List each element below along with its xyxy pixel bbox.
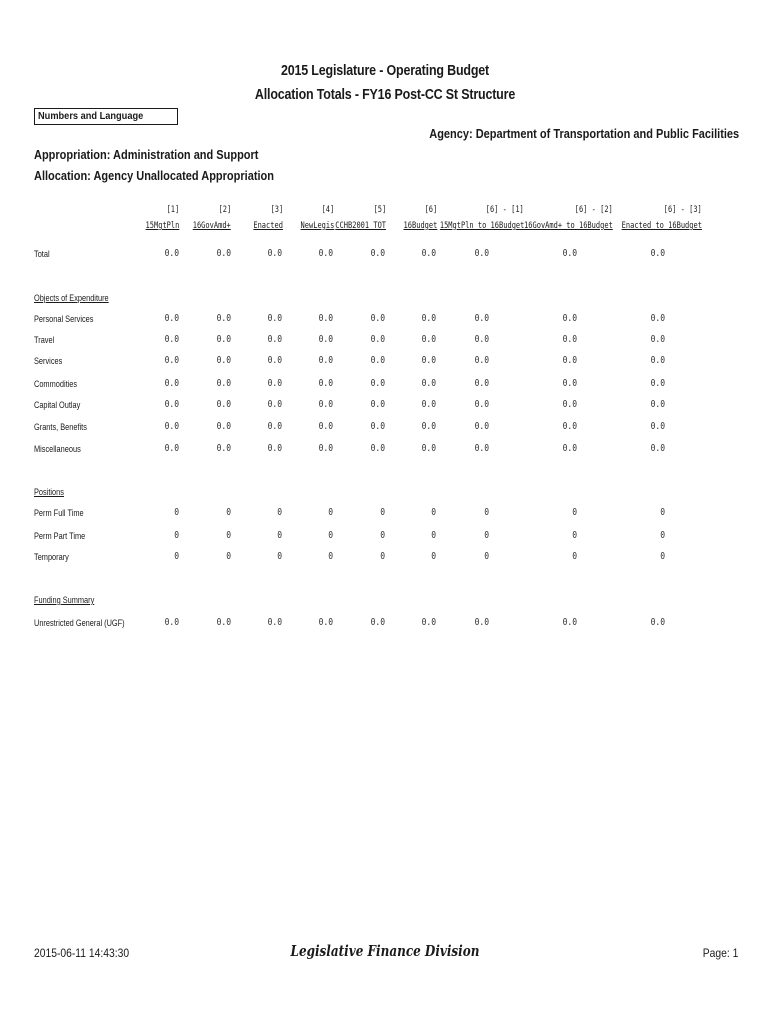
row-label: Total xyxy=(34,249,50,259)
table-cell: 0.0 xyxy=(164,617,179,628)
table-cell: 0.0 xyxy=(164,355,179,366)
column-number: [6] - [3] xyxy=(663,205,702,215)
column-number: [6] xyxy=(424,205,437,215)
column-number: [3] xyxy=(270,205,283,215)
table-cell: 0 xyxy=(226,551,231,562)
column-number: [2] xyxy=(218,205,231,215)
table-cell: 0.0 xyxy=(370,248,385,259)
report-title: 2015 Legislature - Operating Budget xyxy=(280,63,490,79)
column-header: 15MgtPln to 16Budget xyxy=(439,221,524,231)
table-cell: 0 xyxy=(484,551,489,562)
table-cell: 0.0 xyxy=(562,378,577,389)
table-cell: 0.0 xyxy=(421,313,436,324)
column-header: CCHB2001 TOT xyxy=(335,221,386,231)
agency-label: Agency: Department of Transportation and Public Facilities xyxy=(429,127,739,141)
table-cell: 0 xyxy=(431,551,436,562)
row-label: Perm Part Time xyxy=(34,531,86,541)
table-cell: 0.0 xyxy=(650,617,665,628)
table-cell: 0.0 xyxy=(562,617,577,628)
section-header: Objects of Expenditure xyxy=(34,293,109,303)
table-cell: 0.0 xyxy=(650,355,665,366)
footer-division: Legislative Finance Division xyxy=(290,942,480,960)
table-cell: 0.0 xyxy=(267,334,282,345)
row-label: Miscellaneous xyxy=(34,444,81,454)
table-cell: 0 xyxy=(431,530,436,541)
row-label: Commodities xyxy=(34,379,78,389)
column-number: [6] - [2] xyxy=(574,205,613,215)
table-cell: 0.0 xyxy=(650,248,665,259)
table-cell: 0.0 xyxy=(318,313,333,324)
table-cell: 0 xyxy=(174,551,179,562)
table-cell: 0.0 xyxy=(562,248,577,259)
table-cell: 0.0 xyxy=(216,443,231,454)
column-header: Enacted to 16Budget xyxy=(621,221,702,231)
column-header: 16GovAmd+ xyxy=(192,221,231,231)
table-cell: 0.0 xyxy=(474,421,489,432)
column-number: [1] xyxy=(166,205,179,215)
table-cell: 0.0 xyxy=(267,421,282,432)
table-cell: 0 xyxy=(660,507,665,518)
table-cell: 0.0 xyxy=(562,399,577,410)
table-cell: 0.0 xyxy=(474,443,489,454)
table-cell: 0.0 xyxy=(474,334,489,345)
row-label: Temporary xyxy=(34,552,69,562)
table-cell: 0.0 xyxy=(164,421,179,432)
table-cell: 0.0 xyxy=(650,334,665,345)
section-header: Positions xyxy=(34,487,64,497)
table-cell: 0.0 xyxy=(370,421,385,432)
table-cell: 0.0 xyxy=(164,399,179,410)
table-cell: 0.0 xyxy=(650,421,665,432)
table-cell: 0.0 xyxy=(474,313,489,324)
table-cell: 0.0 xyxy=(216,355,231,366)
table-cell: 0.0 xyxy=(474,617,489,628)
table-cell: 0 xyxy=(484,507,489,518)
table-cell: 0.0 xyxy=(164,313,179,324)
table-cell: 0.0 xyxy=(216,421,231,432)
table-cell: 0.0 xyxy=(370,399,385,410)
table-cell: 0.0 xyxy=(164,443,179,454)
table-cell: 0.0 xyxy=(216,399,231,410)
table-cell: 0.0 xyxy=(370,313,385,324)
table-cell: 0.0 xyxy=(164,334,179,345)
table-cell: 0.0 xyxy=(370,617,385,628)
table-cell: 0.0 xyxy=(164,378,179,389)
table-cell: 0.0 xyxy=(562,443,577,454)
table-cell: 0 xyxy=(277,530,282,541)
column-header: 16GovAmd+ to 16Budget xyxy=(524,221,613,231)
allocation-label: Allocation: Agency Unallocated Appropriation xyxy=(34,169,274,183)
table-cell: 0.0 xyxy=(421,399,436,410)
column-number: [4] xyxy=(321,205,334,215)
table-cell: 0.0 xyxy=(562,355,577,366)
table-cell: 0.0 xyxy=(267,399,282,410)
table-cell: 0.0 xyxy=(216,248,231,259)
table-cell: 0 xyxy=(380,551,385,562)
table-cell: 0.0 xyxy=(267,313,282,324)
table-cell: 0.0 xyxy=(421,443,436,454)
table-cell: 0.0 xyxy=(650,399,665,410)
table-cell: 0.0 xyxy=(370,355,385,366)
table-cell: 0.0 xyxy=(267,355,282,366)
row-label: Travel xyxy=(34,335,55,345)
report-subtitle: Allocation Totals - FY16 Post-CC St Structure xyxy=(254,87,516,103)
section-header: Funding Summary xyxy=(34,595,95,605)
table-cell: 0.0 xyxy=(216,378,231,389)
table-cell: 0.0 xyxy=(164,248,179,259)
table-cell: 0.0 xyxy=(370,334,385,345)
table-cell: 0 xyxy=(660,530,665,541)
table-cell: 0.0 xyxy=(318,443,333,454)
table-cell: 0.0 xyxy=(650,443,665,454)
table-cell: 0.0 xyxy=(318,617,333,628)
table-cell: 0.0 xyxy=(318,248,333,259)
table-cell: 0 xyxy=(277,507,282,518)
column-number: [6] - [1] xyxy=(485,205,524,215)
table-cell: 0.0 xyxy=(216,334,231,345)
table-cell: 0.0 xyxy=(318,399,333,410)
table-cell: 0.0 xyxy=(267,617,282,628)
table-cell: 0.0 xyxy=(421,617,436,628)
table-cell: 0.0 xyxy=(370,443,385,454)
table-cell: 0 xyxy=(328,530,333,541)
column-header: 15MgtPln xyxy=(145,221,179,231)
table-cell: 0 xyxy=(572,551,577,562)
appropriation-label: Appropriation: Administration and Support xyxy=(34,148,259,162)
table-cell: 0 xyxy=(572,507,577,518)
table-cell: 0.0 xyxy=(650,313,665,324)
table-cell: 0.0 xyxy=(562,313,577,324)
table-cell: 0 xyxy=(174,530,179,541)
table-cell: 0 xyxy=(380,507,385,518)
row-label: Personal Services xyxy=(34,314,94,324)
table-cell: 0 xyxy=(380,530,385,541)
row-label: Unrestricted General (UGF) xyxy=(34,618,125,628)
table-cell: 0 xyxy=(572,530,577,541)
column-header: Enacted xyxy=(253,221,283,231)
numbers-and-language-box xyxy=(34,108,178,125)
column-header: NewLegis xyxy=(300,221,334,231)
table-cell: 0.0 xyxy=(421,378,436,389)
column-header: 16Budget xyxy=(403,221,437,231)
table-cell: 0.0 xyxy=(474,399,489,410)
table-cell: 0 xyxy=(174,507,179,518)
table-cell: 0.0 xyxy=(421,355,436,366)
footer-timestamp: 2015-06-11 14:43:30 xyxy=(34,946,130,960)
table-cell: 0 xyxy=(277,551,282,562)
table-cell: 0.0 xyxy=(216,313,231,324)
table-cell: 0.0 xyxy=(318,378,333,389)
table-cell: 0.0 xyxy=(421,421,436,432)
table-cell: 0.0 xyxy=(474,248,489,259)
table-cell: 0.0 xyxy=(421,334,436,345)
table-cell: 0.0 xyxy=(370,378,385,389)
box-label: Numbers and Language xyxy=(38,110,144,122)
table-cell: 0 xyxy=(328,507,333,518)
table-cell: 0.0 xyxy=(562,334,577,345)
table-cell: 0 xyxy=(226,507,231,518)
row-label: Perm Full Time xyxy=(34,508,84,518)
table-cell: 0.0 xyxy=(267,443,282,454)
table-cell: 0.0 xyxy=(318,421,333,432)
column-number: [5] xyxy=(373,205,386,215)
table-cell: 0 xyxy=(660,551,665,562)
table-cell: 0.0 xyxy=(267,248,282,259)
table-cell: 0 xyxy=(431,507,436,518)
row-label: Grants, Benefits xyxy=(34,422,87,432)
table-cell: 0 xyxy=(226,530,231,541)
table-cell: 0.0 xyxy=(474,355,489,366)
table-cell: 0.0 xyxy=(421,248,436,259)
table-cell: 0.0 xyxy=(267,378,282,389)
row-label: Services xyxy=(34,356,63,366)
table-cell: 0.0 xyxy=(216,617,231,628)
footer-page-number: Page: 1 xyxy=(702,946,738,960)
table-cell: 0.0 xyxy=(650,378,665,389)
table-cell: 0.0 xyxy=(318,355,333,366)
row-label: Capital Outlay xyxy=(34,400,81,410)
table-cell: 0.0 xyxy=(474,378,489,389)
table-cell: 0.0 xyxy=(318,334,333,345)
table-cell: 0 xyxy=(328,551,333,562)
table-cell: 0 xyxy=(484,530,489,541)
table-cell: 0.0 xyxy=(562,421,577,432)
